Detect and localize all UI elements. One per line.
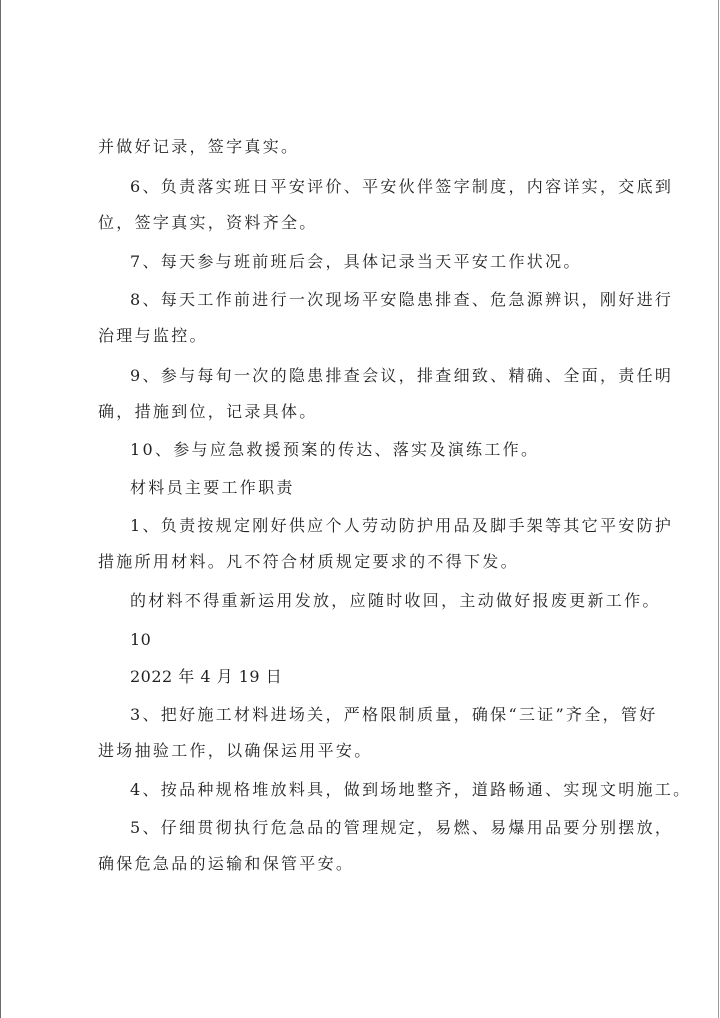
text-line-18: 4、按品种规格堆放料具，做到场地整齐，道路畅通、实现文明施工。 xyxy=(130,780,692,799)
text-line-11: 1、负责按规定刚好供应个人劳动防护用品及脚手架等其它平安防护 xyxy=(130,516,674,535)
text-line-16: 3、把好施工材料进场关，严格限制质量，确保“三证”齐全，管好 xyxy=(130,705,658,724)
text-line-6: 治理与监控。 xyxy=(98,326,208,345)
text-line-13: 的材料不得重新运用发放，应随时收回，主动做好报废更新工作。 xyxy=(130,591,661,610)
section-heading: 材料员主要工作职责 xyxy=(130,478,295,497)
text-line-4: 7、每天参与班前班后会，具体记录当天平安工作状况。 xyxy=(130,252,582,271)
text-line-5: 8、每天工作前进行一次现场平安隐患排查、危急源辨识，刚好进行 xyxy=(130,290,674,309)
text-line-9: 10、参与应急救援预案的传达、落实及演练工作。 xyxy=(130,440,540,459)
text-line-3: 位，签字真实，资料齐全。 xyxy=(98,213,318,232)
text-line-20: 确保危急品的运输和保管平安。 xyxy=(98,854,355,873)
page-number: 10 xyxy=(130,630,152,649)
text-line-2: 6、负责落实班日平安评价、平安伙伴签字制度，内容详实，交底到 xyxy=(130,177,674,196)
text-line-1: 并做好记录，签字真实。 xyxy=(98,137,300,156)
text-line-17: 进场抽验工作，以确保运用平安。 xyxy=(98,741,373,760)
text-line-8: 确，措施到位，记录具体。 xyxy=(98,402,318,421)
date-line: 2022 年 4 月 19 日 xyxy=(130,667,283,686)
text-line-12: 措施所用材料。凡不符合材质规定要求的不得下发。 xyxy=(98,552,519,571)
text-line-19: 5、仔细贯彻执行危急品的管理规定，易燃、易爆用品要分别摆放， xyxy=(130,818,674,837)
text-line-7: 9、参与每旬一次的隐患排查会议，排查细致、精确、全面，责任明 xyxy=(130,366,674,385)
